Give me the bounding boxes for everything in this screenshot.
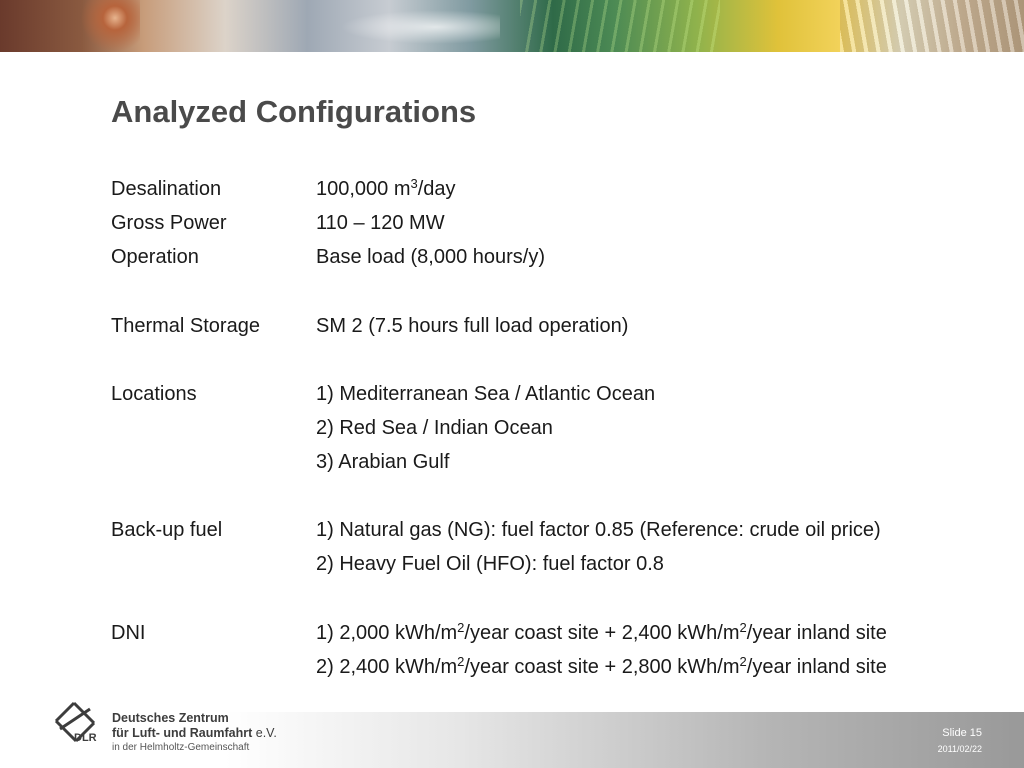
row-label: Locations	[111, 383, 197, 405]
header-banner-image	[0, 0, 1024, 52]
org-name-line1: Deutsches Zentrum	[112, 711, 229, 725]
row-value: SM 2 (7.5 hours full load operation)	[316, 315, 629, 337]
row-value: 100,000 $m^3$/day	[316, 176, 456, 200]
row-label: Gross Power	[111, 212, 227, 234]
row-gross-power	[111, 208, 991, 238]
row-backup-fuel-2	[111, 549, 991, 579]
banner-circuit-graphic	[520, 0, 720, 52]
row-value: 2) Red Sea / Indian Ocean	[316, 417, 553, 439]
row-label: Thermal Storage	[111, 315, 260, 337]
dlr-logo-icon	[50, 697, 106, 745]
banner-planet-graphic	[0, 0, 140, 52]
row-locations-2	[111, 413, 991, 443]
row-desalination	[111, 174, 991, 204]
slide-title: Analyzed Configurations	[111, 94, 477, 129]
logo-text: DLR	[74, 732, 97, 744]
row-operation	[111, 242, 991, 272]
row-label: DNI	[111, 622, 146, 644]
row-label: Back-up fuel	[111, 519, 223, 541]
org-name-line2: für Luft- und Raumfahrt e.V.	[112, 726, 277, 740]
row-value: 3) Arabian Gulf	[316, 451, 450, 473]
slide-date: 2011/02/22	[937, 744, 982, 754]
slide-number: Slide 15	[942, 727, 982, 739]
row-value: 2) 2,400 kWh/$m^2$/year coast site + 2,800 kWh/$m^2$/year inland site	[316, 654, 887, 678]
org-affiliation: in der Helmholtz-Gemeinschaft	[112, 742, 250, 753]
row-locations-3	[111, 447, 991, 477]
row-value: 1) Mediterranean Sea / Atlantic Ocean	[316, 383, 656, 405]
row-label: Operation	[111, 246, 199, 268]
banner-aircraft-graphic	[340, 10, 500, 44]
banner-solar-field-graphic	[840, 0, 1024, 52]
row-value: 2) Heavy Fuel Oil (HFO): fuel factor 0.8	[316, 553, 664, 575]
row-thermal-storage	[111, 311, 991, 341]
row-label: Desalination	[111, 178, 222, 200]
row-value: 1) Natural gas (NG): fuel factor 0.85 (Reference: crude oil price)	[316, 519, 881, 541]
row-value: 110 – 120 MW	[316, 212, 445, 234]
row-dni	[111, 618, 991, 648]
row-value: Base load (8,000 hours/y)	[316, 246, 546, 268]
row-locations	[111, 379, 991, 409]
row-backup-fuel	[111, 515, 991, 545]
row-value: 1) 2,000 kWh/$m^2$/year coast site + 2,400 kWh/$m^2$/year inland site	[316, 620, 887, 644]
row-dni-2	[111, 652, 991, 682]
